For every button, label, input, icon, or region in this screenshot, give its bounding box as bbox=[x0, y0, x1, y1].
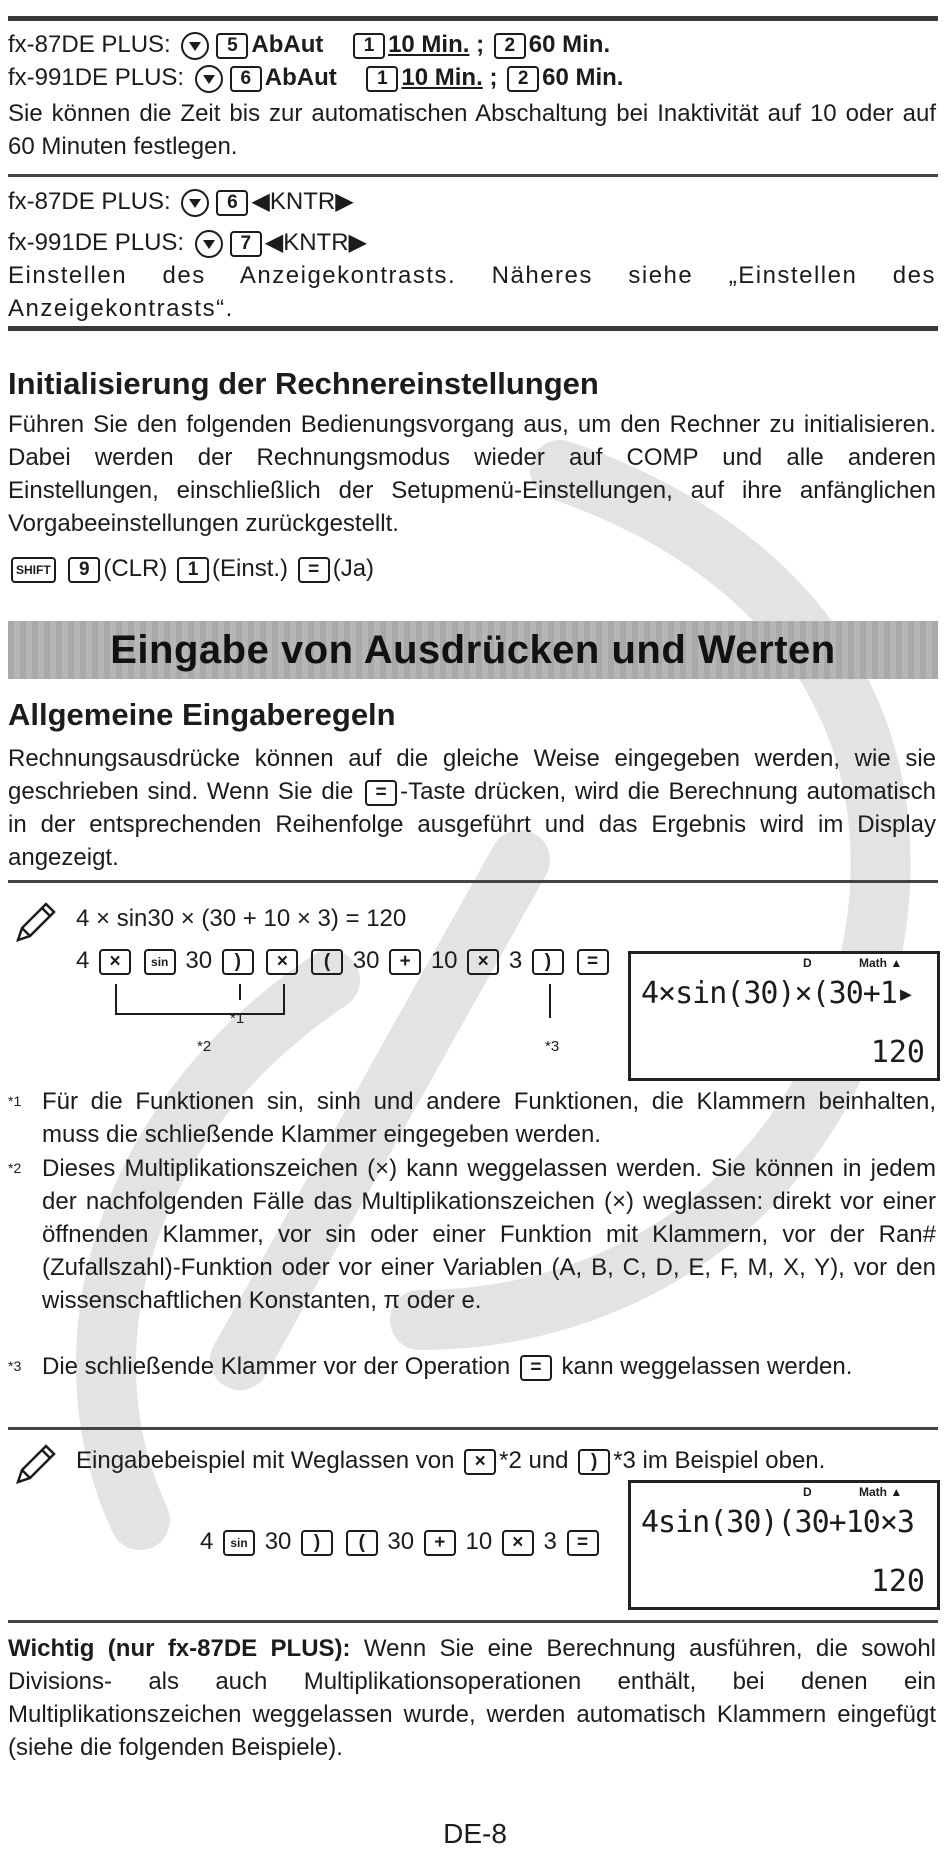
contrast-line-87: fx-87DE PLUS: 6 ◀KNTR▶ bbox=[8, 188, 354, 215]
example1-key-sequence: 4 × sin 30 ) × ( 30 + 10 × 3 ) = bbox=[76, 944, 612, 977]
close-paren-key-icon: ) bbox=[222, 949, 254, 975]
lcd-result: 120 bbox=[870, 1564, 925, 1599]
marker-2: *2 bbox=[197, 1038, 212, 1055]
divider bbox=[8, 1620, 938, 1623]
equals-key-icon: = bbox=[298, 557, 330, 583]
key-1: 1 bbox=[177, 557, 209, 583]
math-indicator: Math ▲ bbox=[859, 956, 903, 970]
example2-intro: Eingabebeispiel mit Weglassen von × *2 und ) *3 im Beispiel oben. bbox=[76, 1447, 826, 1474]
key-2: 2 bbox=[507, 66, 539, 92]
lcd-display-1 bbox=[628, 951, 940, 1081]
top-rule bbox=[8, 16, 938, 21]
equals-key-icon: = bbox=[520, 1355, 552, 1381]
multiply-key-icon: × bbox=[467, 949, 499, 975]
page-number: DE-8 bbox=[443, 1818, 507, 1849]
rules-description: Rechnungsausdrücke können auf die gleiche Weise eingegeben werden, wie sie geschrieben sind. Wenn Sie die = -Taste drücken, wird die Berechnung automatisch in der entsprechenden Reihenfolge ausgeführt und das Ergebnis wird im Display angezeigt. bbox=[8, 745, 937, 871]
key-9: 9 bbox=[68, 557, 100, 583]
key-7: 7 bbox=[230, 231, 262, 257]
bracket-annotations bbox=[100, 980, 580, 1050]
key-1: 1 bbox=[353, 33, 385, 59]
init-key-sequence: SHIFT 9 (CLR) 1 (Einst.) = (Ja) bbox=[8, 552, 938, 585]
multiply-key-icon: × bbox=[502, 1530, 534, 1556]
key-6: 6 bbox=[230, 66, 262, 92]
apo-line-87: fx-87DE PLUS: 5 AbAut 1 10 Min. ; 2 60 Min. bbox=[8, 31, 611, 58]
chapter-banner bbox=[8, 621, 938, 679]
footnote-3: *3 Die schließende Klammer vor der Operation = kann weggelassen werden. bbox=[8, 1353, 853, 1380]
down-arrow-key-icon bbox=[181, 32, 209, 60]
plus-key-icon: + bbox=[424, 1530, 456, 1556]
key-5: 5 bbox=[216, 33, 248, 59]
equals-key-icon: = bbox=[567, 1530, 599, 1556]
example1-formula: 4 × sin30 × (30 + 10 × 3) = 120 bbox=[76, 905, 407, 932]
footnote-2: *2 Dieses Multiplikationszeichen (×) kann weggelassen werden. Sie können in jedem der nachfolgenden Fälle das Multiplikationszeichen (×) weglassen: direkt vor einer öffnenden Klammer, vor sin oder einer Funktion mit Klammern, vor der Ran# (Zufallszahl)-Funktion oder vor einer Variablen (A, B, C, D, E, F, M, X, Y), vor den wissenschaftlichen Konstanten, π oder e. bbox=[8, 1155, 936, 1314]
open-paren-key-icon: ( bbox=[346, 1530, 378, 1556]
plus-key-icon: + bbox=[389, 949, 421, 975]
init-heading: Initialisierung der Rechnereinstellungen bbox=[8, 366, 599, 401]
important-note: Wichtig (nur fx-87DE PLUS): Wenn Sie eine Berechnung ausführen, die sowohl Divisions- als auch Multiplikationsoperationen enthält, bei denen ein Multiplikationszeichen weggelassen wurde, werden automatisch Klammern eingefügt (siehe die folgenden Beispiele). bbox=[8, 1635, 937, 1761]
footnote-1: *1 Für die Funktionen sin, sinh und andere Funktionen, die Klammern beinhalten, muss die schließende Klammer eingegeben werden. bbox=[8, 1088, 936, 1148]
divider bbox=[8, 1427, 938, 1430]
equals-key-icon: = bbox=[365, 780, 397, 806]
contrast-line-991: fx-991DE PLUS: 7 ◀KNTR▶ bbox=[8, 229, 367, 256]
pencil-icon bbox=[12, 1440, 60, 1488]
down-arrow-key-icon bbox=[195, 65, 223, 93]
sin-key: sin bbox=[223, 1530, 255, 1556]
down-arrow-key-icon bbox=[195, 230, 223, 258]
equals-key-icon: = bbox=[577, 949, 609, 975]
init-description: Führen Sie den folgenden Bedienungsvorgang aus, um den Rechner zu initialisieren. Dabei werden der Rechnungsmodus wieder auf COMP und alle anderen Einstellungen, einschließlich der Setupmenü-Einstellungen, auf ihre anfänglichen Vorgabeeinstellungen zurückgestellt. bbox=[8, 411, 936, 537]
shift-key: SHIFT bbox=[11, 557, 56, 583]
rules-heading: Allgemeine Eingaberegeln bbox=[8, 697, 396, 732]
section-rule bbox=[8, 326, 938, 331]
close-paren-key-icon: ) bbox=[578, 1449, 610, 1475]
apo-line-991: fx-991DE PLUS: 6 AbAut 1 10 Min. ; 2 60 Min. bbox=[8, 64, 624, 91]
math-indicator: Math ▲ bbox=[859, 1485, 903, 1499]
multiply-key-icon: × bbox=[266, 949, 298, 975]
key-6: 6 bbox=[216, 190, 248, 216]
marker-1: *1 bbox=[230, 1010, 245, 1027]
close-paren-key-icon: ) bbox=[301, 1530, 333, 1556]
lcd-display-2 bbox=[628, 1480, 940, 1610]
degree-indicator: D bbox=[803, 956, 812, 970]
lcd-result: 120 bbox=[870, 1035, 925, 1070]
multiply-key-icon: × bbox=[99, 949, 131, 975]
open-paren-key-icon: ( bbox=[311, 949, 343, 975]
contrast-description: Einstellen des Anzeigekontrasts. Näheres siehe „Einstellen des Anzeigekontrasts“. bbox=[8, 262, 936, 322]
multiply-key-icon: × bbox=[464, 1449, 496, 1475]
key-1: 1 bbox=[366, 66, 398, 92]
close-paren-key-icon: ) bbox=[532, 949, 564, 975]
chapter-title: Eingabe von Ausdrücken und Werten bbox=[110, 628, 836, 672]
lcd-expression: 4×sin(30)×(30+1▸ bbox=[641, 976, 914, 1011]
divider bbox=[8, 880, 938, 883]
sin-key: sin bbox=[144, 949, 176, 975]
down-arrow-key-icon bbox=[181, 189, 209, 217]
marker-3: *3 bbox=[545, 1038, 560, 1055]
lcd-expression: 4sin(30)(30+10×3 bbox=[641, 1505, 914, 1540]
degree-indicator: D bbox=[803, 1485, 812, 1499]
pencil-icon bbox=[12, 898, 60, 946]
divider bbox=[8, 174, 938, 177]
apo-description: Sie können die Zeit bis zur automatischen Abschaltung bei Inaktivität auf 10 oder auf 60 Minuten festlegen. bbox=[8, 100, 936, 160]
example2-key-sequence: 4 sin 30 ) ( 30 + 10 × 3 = bbox=[200, 1525, 602, 1558]
key-2: 2 bbox=[494, 33, 526, 59]
